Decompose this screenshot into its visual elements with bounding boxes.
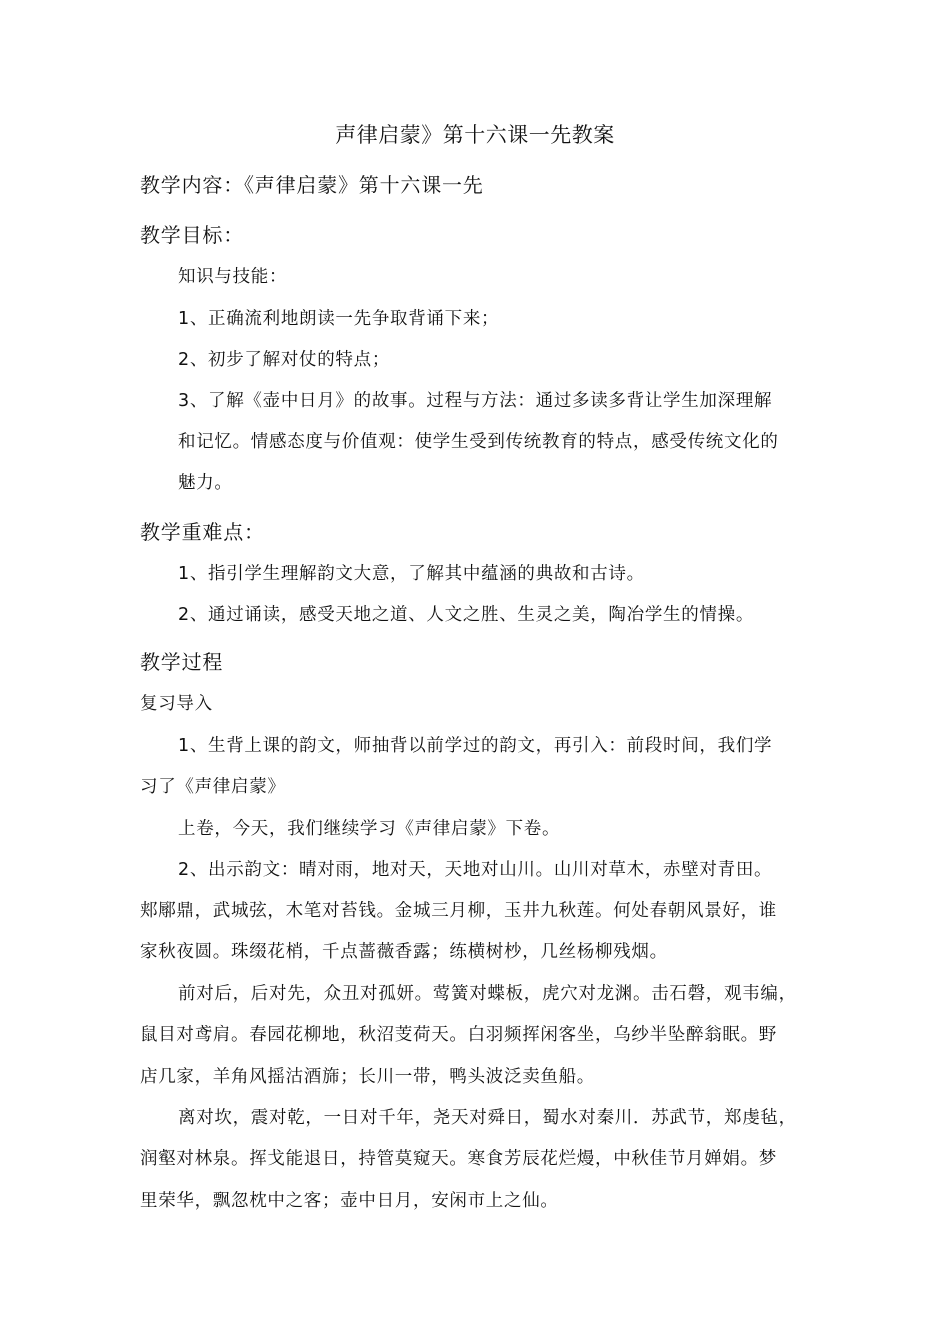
document-title: 声律启蒙》第十六课一先教案 — [335, 123, 615, 147]
process-paragraph-4-line-3: 里荣华，飘忽枕中之客；壶中日月，安闲市上之仙。 — [140, 1191, 559, 1211]
difficulty-item-1: 1、指引学生理解韵文大意，了解其中蕴涵的典故和古诗。 — [178, 564, 645, 584]
process-paragraph-3-line-1: 前对后，后对先，众丑对孤妍。莺簧对蝶板，虎穴对龙渊。击石磬，观韦编， — [178, 984, 797, 1004]
process-paragraph-4-line-2: 润壑对林泉。挥戈能退日，持管莫窥天。寒食芳辰花烂熳，中秋佳节月婵娟。梦 — [140, 1149, 777, 1169]
objective-item-2: 2、初步了解对仗的特点； — [178, 350, 391, 370]
objective-item-3-line-2: 和记忆。情感态度与价值观：使学生受到传统教育的特点，感受传统文化的 — [178, 432, 779, 452]
difficulty-item-2: 2、通过诵读，感受天地之道、人文之胜、生灵之美，陶冶学生的情操。 — [178, 605, 755, 625]
objectives-heading: 教学目标： — [140, 223, 244, 247]
process-paragraph-1-line-2: 习了《声律启蒙》 — [140, 777, 286, 797]
process-paragraph-3-line-3: 店几家，羊角风摇沽酒旆；长川一带，鸭头波泛卖鱼船。 — [140, 1067, 595, 1087]
process-paragraph-2-line-1: 2、出示韵文：晴对雨，地对天，天地对山川。山川对草木，赤壁对青田。 — [178, 860, 773, 880]
teaching-content-line: 教学内容：《声律启蒙》第十六课一先 — [140, 173, 484, 197]
difficulties-heading: 教学重难点： — [140, 520, 265, 544]
objective-item-3-line-3: 魅力。 — [178, 473, 233, 493]
process-paragraph-3-line-2: 鼠目对鸢肩。春园花柳地，秋沼芰荷天。白羽频挥闲客坐，乌纱半坠醉翁眠。野 — [140, 1025, 777, 1045]
objective-item-3-line-1: 3、了解《壶中日月》的故事。过程与方法：通过多读多背让学生加深理解 — [178, 391, 773, 411]
process-paragraph-2-line-2: 郏鄏鼎，武城弦，木笔对苔钱。金城三月柳，玉井九秋莲。何处春朝风景好，谁 — [140, 901, 777, 921]
review-heading: 复习导入 — [140, 694, 213, 714]
process-paragraph-1-line-3: 上卷，今天，我们继续学习《声律启蒙》下卷。 — [178, 819, 561, 839]
process-heading: 教学过程 — [140, 650, 224, 674]
process-paragraph-4-line-1: 离对坎，震对乾，一日对千年，尧天对舜日，蜀水对秦川．苏武节，郑虔毡， — [178, 1108, 797, 1128]
objective-item-1: 1、正确流利地朗读一先争取背诵下来； — [178, 309, 500, 329]
objectives-subheading: 知识与技能： — [178, 267, 288, 287]
process-paragraph-2-line-3: 家秋夜圆。珠缀花梢，千点蔷薇香露；练横树杪，几丝杨柳残烟。 — [140, 942, 668, 962]
process-paragraph-1-line-1: 1、生背上课的韵文，师抽背以前学过的韵文，再引入：前段时间，我们学 — [178, 736, 773, 756]
